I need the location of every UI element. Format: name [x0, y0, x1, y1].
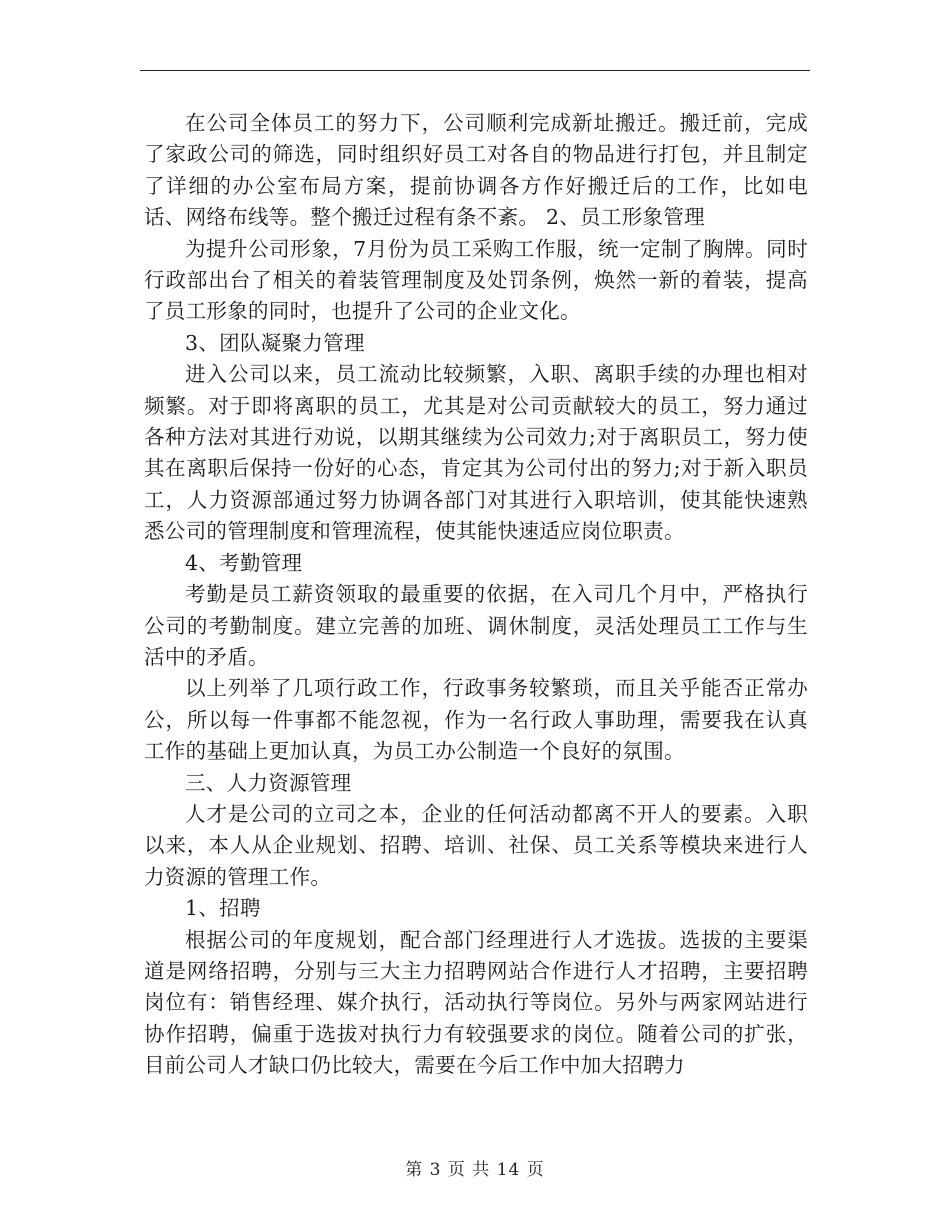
heading-team-cohesion: 3、团队凝聚力管理 [185, 330, 365, 355]
page-number-footer: 第 3 页 共 14 页 [405, 1160, 545, 1180]
document-body [144, 108, 808, 1082]
heading-attendance: 4、考勤管理 [185, 550, 303, 575]
header-rule [140, 70, 810, 71]
paragraph-admin-summary: 以上列举了几项行政工作，行政事务较繁琐，而且关乎能否正常办公，所以每一件事都不能忽视，作为一名行政人事助理，需要我在认真工作的基础上更加认真，为员工办公制造一个良好的氛围。 [144, 676, 808, 764]
paragraph-employee-image: 为提升公司形象，7月份为员工采购工作服，统一定制了胸牌。同时行政部出台了相关的着装管理制度及处罚条例，焕然一新的着装，提高了员工形象的同时，也提升了公司的企业文化。 [144, 236, 808, 324]
paragraph-attendance: 考勤是员工薪资领取的最重要的依据，在入司几个月中，严格执行公司的考勤制度。建立完善的加班、调休制度，灵活处理员工工作与生活中的矛盾。 [144, 582, 808, 669]
paragraph-hr-management: 人才是公司的立司之本，企业的任何活动都离不开人的要素。入职以来，本人从企业规划、招聘、培训、社保、员工关系等模块来进行人力资源的管理工作。 [144, 801, 808, 889]
paragraph-team-cohesion: 进入公司以来，员工流动比较频繁，入职、离职手续的办理也相对频繁。对于即将离职的员工，尤其是对公司贡献较大的员工，努力通过各种方法对其进行劝说，以期其继续为公司效力;对于离职员工，努力使其在离职后保持一份好的心态，肯定其为公司付出的努力;对于新入职员工，人力资源部通过努力协调各部门对其进行入职培训，使其能快速熟悉公司的管理制度和管理流程，使其能快速适应岗位职责。 [144, 362, 808, 544]
heading-hr-management: 三、人力资源管理 [185, 770, 352, 795]
paragraph-recruitment: 根据公司的年度规划，配合部门经理进行人才选拔。选拔的主要渠道是网络招聘，分别与三大主力招聘网站合作进行人才招聘，主要招聘岗位有：销售经理、媒介执行，活动执行等岗位。另外与两家网站进行协作招聘，偏重于选拔对执行力有较强要求的岗位。随着公司的扩张，目前公司人才缺口仍比较大，需要在今后工作中加大招聘力 [144, 927, 808, 1078]
paragraph-relocation: 在公司全体员工的努力下，公司顺利完成新址搬迁。搬迁前，完成了家政公司的筛选，同时组织好员工对各自的物品进行打包，并且制定了详细的办公室布局方案，提前协调各方作好搬迁后的工作，比如电话、网络布线等。整个搬迁过程有条不紊。 2、员工形象管理 [144, 111, 808, 230]
heading-recruitment: 1、招聘 [185, 896, 261, 921]
